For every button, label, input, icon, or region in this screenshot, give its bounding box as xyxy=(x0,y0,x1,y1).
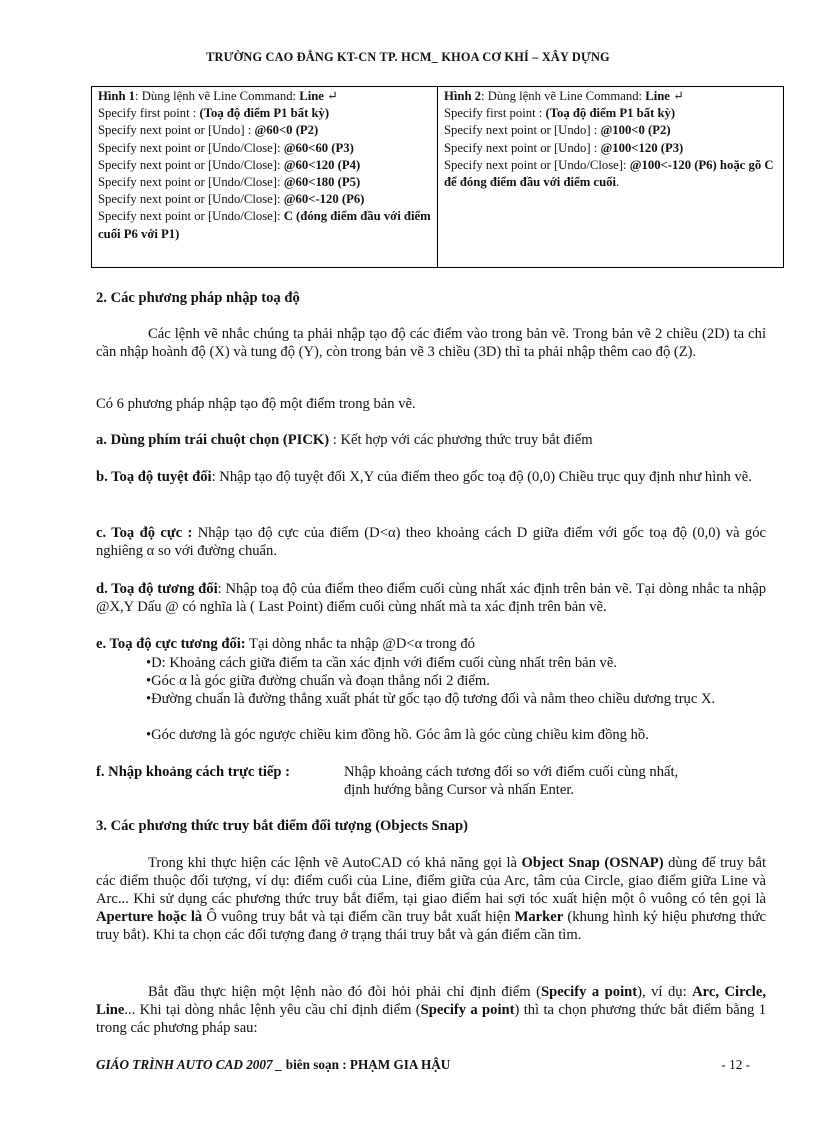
page-header: TRƯỜNG CAO ĐẲNG KT-CN TP. HCM_ KHOA CƠ KHÍ – XÂY DỰNG xyxy=(206,50,610,64)
item-a-label: a. Dùng phím trái chuột chọn (PICK) xyxy=(96,432,330,448)
s3p1-e: Ô vuông truy bắt và tại điểm cần truy bắt xuất hiện xyxy=(202,909,515,925)
item-b-label: b. Toạ độ tuyệt đối xyxy=(96,469,212,485)
fig1-prompt-6: Specify next point or [Undo/Close]: xyxy=(98,192,284,207)
fig1-prompt-7: Specify next point or [Undo/Close]: xyxy=(98,209,284,224)
fig1-prompt-1: Specify first point : xyxy=(98,106,200,121)
fig1-value-7: C (đóng điểm đầu với điểm cuối P6 với P1) xyxy=(98,209,431,241)
s3p1-c: dùng để truy bắt các điểm thuộc đối tượng, ví dụ: điểm cuối của Line, điểm giữa của Arc, tâm của Circle, giao điểm giữa Line và Arc... Khi sử dụng các phương thức truy bắt điểm, tại giao điểm hai sợi tóc xuất hiện một ô vuông có tên gọi là xyxy=(96,855,767,907)
section-2-paragraph-2: Có 6 phương pháp nhập tạo độ một điểm trong bản vẽ. xyxy=(96,396,416,412)
fig1-prompt-2: Specify next point or [Undo] : xyxy=(98,123,255,138)
item-e-bullet-1: •D: Khoảng cách giữa điểm ta cần xác định với điểm cuối cùng nhất trên bản vẽ. xyxy=(146,655,617,671)
page-number: - 12 - xyxy=(721,1057,750,1072)
fig1-title: : Dùng lệnh vẽ Line Command: xyxy=(135,89,300,103)
s3p1-a: Trong khi thực hiện các lệnh vẽ AutoCAD có khả năng gọi là xyxy=(148,855,522,871)
command-table xyxy=(91,86,784,268)
s3p1-b: Object Snap (OSNAP) xyxy=(521,855,664,871)
s3p2-f: Specify a point xyxy=(420,1002,515,1018)
enter-icon: ↵ xyxy=(327,89,338,103)
fig2-value-3: @100<120 (P3) xyxy=(600,140,684,155)
enter-icon: ↵ xyxy=(673,89,684,103)
item-f-text-2: định hướng bằng Cursor và nhấn Enter. xyxy=(344,782,575,798)
fig2-value-1: (Toạ độ điểm P1 bất kỳ) xyxy=(545,106,676,121)
item-d-text: : Nhập toạ độ của điểm theo điểm cuối cùng nhất xác định trên bản vẽ. Tại dòng nhắc ta nhập @X,Y Dấu @ có nghĩa là ( Last Point) điểm cuối cùng nhất mà ta xác định trên bản vẽ. xyxy=(96,581,766,615)
fig2-value-4-end: . xyxy=(616,175,620,190)
item-c-text: Nhập tạo độ cực của điểm (D<α) theo khoảng cách D giữa điểm với gốc toạ độ (0,0) và góc nghiêng α so với đường chuẩn. xyxy=(96,525,766,559)
item-f-label: f. Nhập khoảng cách trực tiếp : xyxy=(96,764,291,780)
s3p1-f: Marker xyxy=(514,909,564,925)
fig1-prompt-5: Specify next point or [Undo/Close]: xyxy=(98,175,284,190)
s3p2-a: Bắt đầu thực hiện một lệnh nào đó đòi hỏi phải chỉ định điểm ( xyxy=(148,984,541,1000)
item-b xyxy=(96,468,766,486)
item-e-label: e. Toạ độ cực tương đối: xyxy=(96,636,246,652)
fig2-prompt-1: Specify first point : xyxy=(444,106,546,121)
item-e-bullet-2: •Góc α là góc giữa đường chuẩn và đoạn thẳng nối 2 điểm. xyxy=(146,673,490,689)
fig2-value-4: @100<-120 (P6) hoặc gõ C để đóng điểm đầu với điểm cuối xyxy=(444,157,774,190)
fig2-cmd: Line xyxy=(645,89,670,103)
item-d-label: d. Toạ độ tương đối xyxy=(96,581,218,597)
item-c-label: c. Toạ độ cực : xyxy=(96,525,193,541)
footer-title: GIÁO TRÌNH AUTO CAD 2007 _ xyxy=(96,1057,286,1072)
fig2-prompt-3: Specify next point or [Undo] : xyxy=(444,140,601,155)
item-e xyxy=(96,636,475,653)
item-a xyxy=(96,432,593,449)
item-e-bullet-4: •Góc dương là góc ngược chiều kim đồng hồ. Góc âm là góc cùng chiều kim đồng hồ. xyxy=(146,727,649,743)
fig1-cmd: Line xyxy=(299,89,324,103)
s3p1-g: (khung hình ký hiệu phương thức truy bắt). Khi ta chọn các đối tượng đang ở trạng thái truy bắt và gán điểm cần tìm. xyxy=(96,909,767,943)
s3p1-d: Aperture hoặc là xyxy=(96,909,203,925)
item-a-text: : Kết hợp với các phương thức truy bắt điểm xyxy=(329,432,593,448)
item-b-text: : Nhập tạo độ tuyệt đối X,Y của điểm theo gốc toạ độ (0,0) Chiều trục quy định như hình vẽ. xyxy=(211,469,752,485)
fig2-prompt-2: Specify next point or [Undo] : xyxy=(444,123,601,138)
section-3-title: 3. Các phương thức truy bắt điểm đối tượng (Objects Snap) xyxy=(96,818,469,834)
s3p2-c: ), ví dụ: xyxy=(637,984,693,1000)
fig2-title: : Dùng lệnh vẽ Line Command: xyxy=(481,89,646,103)
fig1-value-3: @60<60 (P3) xyxy=(283,140,354,155)
fig1-prompt-4: Specify next point or [Undo/Close]: xyxy=(98,157,284,172)
fig1-value-6: @60<-120 (P6) xyxy=(283,192,365,207)
s3p2-e: ... Khi tại dòng nhắc lệnh yêu cầu chỉ định điểm ( xyxy=(124,1002,421,1018)
fig1-value-4: @60<120 (P4) xyxy=(283,157,361,172)
fig2-prompt-4: Specify next point or [Undo/Close]: xyxy=(444,157,630,172)
section-3-paragraph-1 xyxy=(96,854,766,944)
s3p2-g: ) thì ta chọn phương thức bắt điểm bằng 1 trong các phương pháp sau: xyxy=(96,1002,767,1036)
item-c xyxy=(96,524,766,560)
fig2-label: Hình 2 xyxy=(444,89,482,103)
item-e-text: Tại dòng nhắc ta nhập @D<α trong đó xyxy=(245,636,475,652)
fig1-label: Hình 1 xyxy=(98,89,136,103)
section-2-paragraph-1: Các lệnh vẽ nhắc chúng ta phải nhập tạo độ các điểm vào trong bản vẽ. Trong bản vẽ 2 chiều (2D) ta chỉ cần nhập hoành độ (X) và tung độ (Y), còn trong bản vẽ 3 chiều (3D) thì ta phải nhập thêm cao độ (Z). xyxy=(96,326,766,360)
fig1-value-5: @60<180 (P5) xyxy=(283,175,361,190)
s3p2-d: Arc, Circle, Line xyxy=(96,984,766,1018)
item-d xyxy=(96,580,766,616)
fig1-value-2: @60<0 (P2) xyxy=(254,123,319,138)
item-e-bullet-3: •Đường chuẩn là đường thẳng xuất phát từ gốc tạo độ tương đối và nằm theo chiều dương trục X. xyxy=(146,691,716,707)
section-2-title: 2. Các phương pháp nhập toạ độ xyxy=(96,290,300,306)
fig2-value-2: @100<0 (P2) xyxy=(600,123,671,138)
figure-1-cell xyxy=(92,87,438,268)
item-f-text-1: Nhập khoảng cách tương đối so với điểm cuối cùng nhất, xyxy=(344,764,679,780)
section-3-paragraph-2 xyxy=(96,983,766,1037)
fig1-value-1: (Toạ độ điểm P1 bất kỳ) xyxy=(199,106,330,121)
s3p2-b: Specify a point xyxy=(540,984,638,1000)
footer-author: biên soạn : PHẠM GIA HẬU xyxy=(285,1057,451,1072)
fig1-prompt-3: Specify next point or [Undo/Close]: xyxy=(98,140,284,155)
page-footer xyxy=(96,1057,750,1073)
figure-2-cell xyxy=(438,87,784,268)
